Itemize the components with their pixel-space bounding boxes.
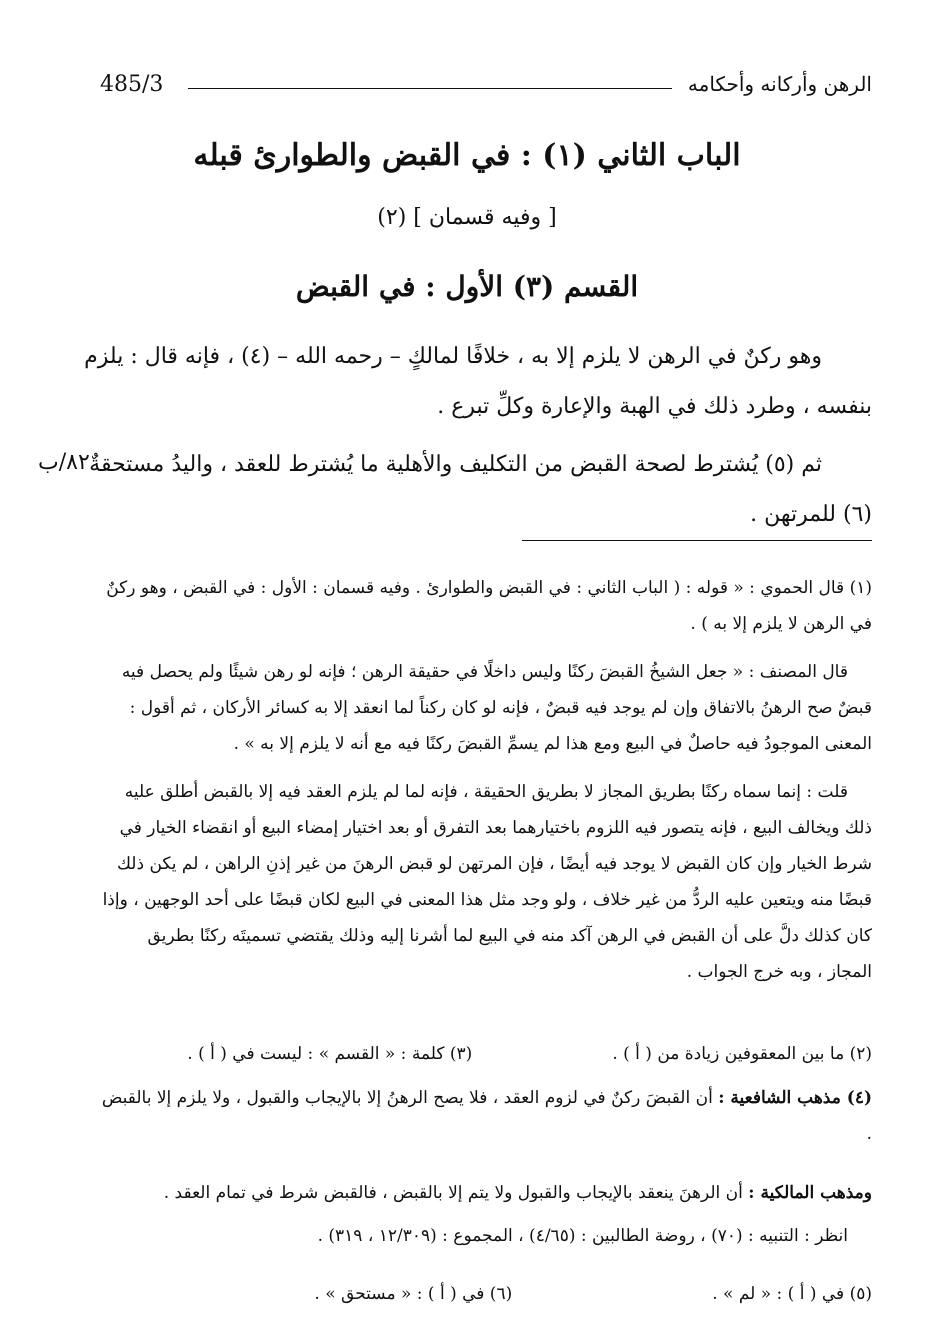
footnote-4-text: أن القبضَ ركنٌ في لزوم العقد ، فلا يصح الرهنُ إلا بالإيجاب والقبول ، ولا يلزم إلا بالقبض . <box>101 1088 872 1144</box>
page-number: 485/3 <box>100 72 164 97</box>
body-paragraph-2: ثم (٥) يُشترط لصحة القبض من التكليف والأهلية ما يُشترط للعقد ، واليدُ مستحقةٌ (٦) للمرتهن . <box>89 452 872 527</box>
footnote-6: (٦) في ( أ ) : « مستحق » . <box>314 1284 513 1304</box>
chapter-title: الباب الثاني (١) : في القبض والطوارئ قبله <box>193 138 741 173</box>
footnotes-5-6 <box>100 1276 872 1312</box>
running-title: الرهن وأركانه وأحكامه <box>687 72 872 96</box>
section-subtitle: [ وفيه قسمان ] (٢) <box>377 205 557 230</box>
footnote-4-maliki-label: ومذهب المالكية : <box>748 1183 872 1203</box>
footnote-1-commentary: قلت : إنما سماه ركنًا بطريق المجاز لا بطريق الحقيقة ، فإنه لما لم يلزم العقد فيه إلا بالقبض أطلق عليه ذلك ويخالف البيع ، فإنه يتصور فيه اللزوم باختيارهما بعد التفرق أو بعد اختيار إمضاء البيع أو انقضاء الخيار في شرط الخيار وإن كان القبض لا يوجد فيه أيضًا ، فإن المرتهن لو قبض الرهنَ من غير إذنِ الراهن ، لم يكن ذلك قبضًا منه ويتعين عليه الردُّ من غير خلاف ، ولو وجد مثل هذا المعنى في البيع لكان قبضًا على أحد الوجهين ، وإذا كان كذلك دلَّ على أن القبض في الرهن آكد منه في البيع لما أشرنا إليه وذلك يقتضي تسميتَه ركنًا بطريق المجاز ، وبه خرج الجواب . <box>102 782 872 982</box>
page-header <box>100 62 872 102</box>
footnote-4-label: (٤) مذهب الشافعية : <box>718 1088 872 1108</box>
footnote-3: (٣) كلمة : « القسم » : ليست في ( أ ) . <box>187 1044 473 1064</box>
footnote-5: (٥) في ( أ ) : « لم » . <box>712 1284 872 1304</box>
footnote-4-maliki-text: أن الرهنَ ينعقد بالإيجاب والقبول ولا يتم إلا بالقبض ، فالقبض شرط في تمام العقد . <box>163 1183 743 1203</box>
footnote-1: (١) قال الحموي : « قوله : ( الباب الثاني : في القبض والطوارئ . وفيه قسمان : الأول : في القبض ، وهو ركنٌ في الرهن لا يلزم إلا به ) . <box>106 578 872 634</box>
footnote-separator <box>522 540 872 541</box>
manuscript-folio-marker: ٨٢/ب <box>38 450 90 475</box>
section-heading: القسم (٣) الأول : في القبض <box>295 270 639 303</box>
body-paragraph-1: وهو ركنٌ في الرهن لا يلزم إلا به ، خلافًا لمالكٍ – رحمه الله – (٤) ، فإنه قال : يلزم بنفسه ، وطرد ذلك في الهبة والإعارة وكلِّ تبرع . <box>84 344 872 419</box>
footnote-4-references: انظر : التنبيه : (٧٠) ، روضة الطالبين : (٤/٦٥) ، المجموع : (١٢/٣٠٩ ، ٣١٩) . <box>317 1226 848 1246</box>
footnote-4 <box>100 1080 872 1152</box>
footnote-1-author-quote: قال المصنف : « جعل الشيخُ القبضَ ركنًا وليس داخلًا في حقيقة الرهن ؛ فإنه لو رهن شيئًا ولم يحصل فيه قبضٌ صح الرهنُ بالاتفاق وإن لم يوجد فيه قبضٌ ، فإنه لو كان ركناً لما انعقد إلا به كسائر الأركان ، ثم أقول : المعنى الموجودُ فيه حاصلٌ في البيع ومع هذا لم يسمِّ القبضَ ركنًا فيه مع أنه لا يلزم إلا به » . <box>121 662 872 754</box>
footnotes-2-3 <box>100 1036 872 1072</box>
footnote-4-maliki <box>100 1175 872 1211</box>
header-rule <box>188 88 672 89</box>
footnote-2: (٢) ما بين المعقوفين زيادة من ( أ ) . <box>612 1044 872 1064</box>
